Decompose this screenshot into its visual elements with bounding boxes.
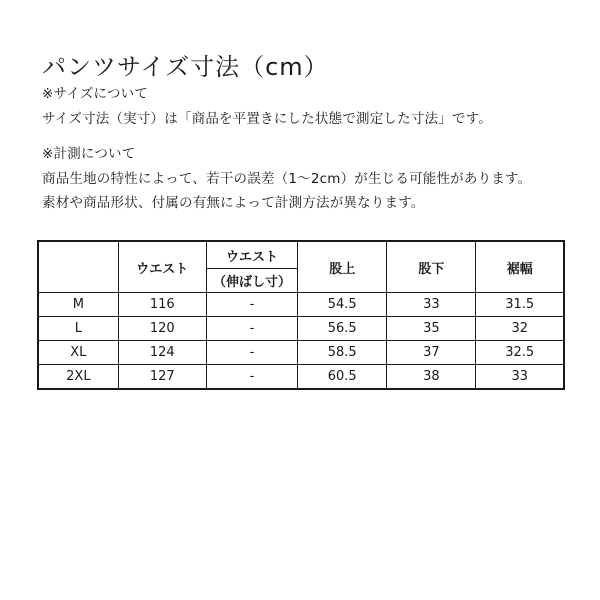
table-header-row	[38, 241, 564, 269]
table-row	[38, 293, 564, 317]
size-note-text: サイズ寸法（実寸）は「商品を平置きにした状態で測定した寸法」です。	[42, 111, 492, 127]
cell-hem-width: 32.5	[476, 341, 564, 365]
table-row	[38, 341, 564, 365]
header-size	[38, 241, 118, 293]
cell-size: 2XL	[38, 365, 118, 390]
cell-rise: 60.5	[298, 365, 387, 390]
measure-note-text-1: 商品生地の特性によって、若干の誤差（1〜2cm）が生じる可能性があります。	[42, 171, 532, 187]
table-row	[38, 317, 564, 341]
cell-size: M	[38, 293, 118, 317]
cell-waist: 120	[118, 317, 206, 341]
cell-inseam: 38	[387, 365, 476, 390]
header-waist-stretch-top: ウエスト	[206, 241, 297, 269]
measure-note-text-2: 素材や商品形状、付属の有無によって計測方法が異なります。	[42, 195, 425, 211]
table-row	[38, 365, 564, 390]
page-title: パンツサイズ寸法（cm）	[42, 53, 329, 81]
cell-waist-stretch: -	[206, 317, 297, 341]
cell-waist: 127	[118, 365, 206, 390]
cell-waist-stretch: -	[206, 365, 297, 390]
cell-hem-width: 33	[476, 365, 564, 390]
cell-waist-stretch: -	[206, 341, 297, 365]
cell-waist: 124	[118, 341, 206, 365]
cell-size: L	[38, 317, 118, 341]
cell-hem-width: 32	[476, 317, 564, 341]
cell-inseam: 37	[387, 341, 476, 365]
header-waist: ウエスト	[118, 241, 206, 293]
cell-waist-stretch: -	[206, 293, 297, 317]
cell-size: XL	[38, 341, 118, 365]
header-hem-width: 裾幅	[476, 241, 564, 293]
size-table	[37, 240, 565, 390]
cell-rise: 54.5	[298, 293, 387, 317]
cell-waist: 116	[118, 293, 206, 317]
cell-rise: 56.5	[298, 317, 387, 341]
cell-rise: 58.5	[298, 341, 387, 365]
header-waist-stretch-sub: （伸ばし寸）	[206, 269, 297, 293]
cell-inseam: 33	[387, 293, 476, 317]
size-note-heading: ※サイズについて	[42, 86, 149, 102]
header-inseam: 股下	[387, 241, 476, 293]
measure-note-heading: ※計測について	[42, 146, 136, 162]
header-rise: 股上	[298, 241, 387, 293]
cell-inseam: 35	[387, 317, 476, 341]
cell-hem-width: 31.5	[476, 293, 564, 317]
